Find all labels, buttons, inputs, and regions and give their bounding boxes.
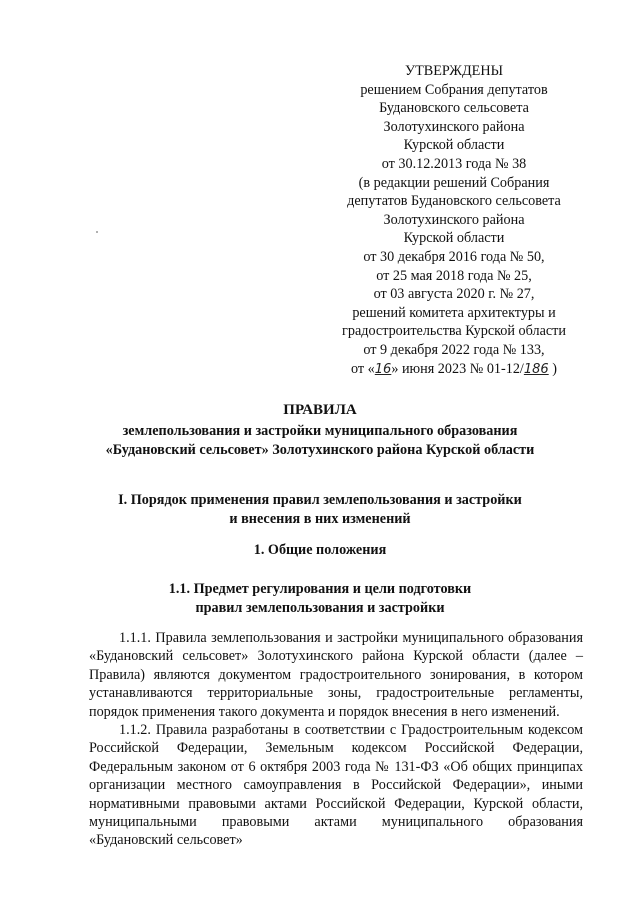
body-text [89,629,583,850]
paragraph-1-1-2: 1.1.2. Правила разработаны в соответствии с Градостроительным кодексом Российской Федерации, Земельным кодексом Российской Федерации, Федеральным законом от 6 октября 2003 года № 131-ФЗ «Об общих принципах организации местного самоуправления в Российской Федерации», иными нормативными правовыми актами Российской Федерации, Курской области, муниципальными правовыми актами муниципального образования «Будановский сельсовет» [89,722,583,849]
approval-line: решений комитета архитектуры и [352,304,556,321]
approval-last-prefix: от « [351,360,375,377]
approval-line: депутатов Будановского сельсовета [347,193,561,210]
approval-line: (в редакции решений Собрания [358,174,550,191]
approval-heading: УТВЕРЖДЕНЫ [405,63,503,79]
subsection-heading-line: 1.1. Предмет регулирования и цели подготовки [168,581,472,597]
subsection-heading-line: правил землепользования и застройки [195,600,445,616]
document-subtitle [0,422,640,460]
approval-line: Курской области [403,230,505,247]
chapter-heading: 1. Общие положения [253,542,387,558]
approval-line: Золотухинского района [383,211,525,228]
paragraph-1-1-1: 1.1.1. Правила землепользования и застройки муниципального образования «Будановский сельсовет» Золотухинского района Курской области (далее – Правила) являются документом градостроительного зонирования, в котором устанавливаются территориальные зоны, градостроительные регламенты, порядок применения такого документа и порядок внесения в него изменений. [89,630,583,720]
approval-line: решением Собрания депутатов [360,81,548,98]
section-heading-line: I. Порядок применения правил землепользования и застройки [118,492,522,508]
subtitle-line: «Будановский сельсовет» Золотухинского района Курской области [105,442,535,458]
approval-line: от 03 августа 2020 г. № 27, [373,286,535,303]
approval-line: Золотухинского района [383,118,525,135]
approval-line: от 9 декабря 2022 года № 133, [363,341,545,358]
approval-line: от 30 декабря 2016 года № 50, [363,248,545,265]
approval-line: от 30.12.2013 года № 38 [381,155,527,172]
approval-stamp-block [315,62,593,379]
section-heading-line: и внесения в них изменений [229,511,411,527]
subtitle-line: землепользования и застройки муниципального образования [122,423,518,439]
handwritten-number: 186 [523,361,549,377]
approval-line: Курской области [403,137,505,154]
approval-line: градостроительства Курской области [342,323,566,340]
subsection-heading [0,580,640,618]
approval-last-suffix: ) [548,360,557,377]
approval-line: Будановского сельсовета [379,100,529,117]
approval-line: от 25 мая 2018 года № 25, [376,267,532,284]
section-heading [0,491,640,529]
approval-last-line [315,360,593,380]
document-title: ПРАВИЛА [283,402,357,418]
scan-speck [96,231,98,233]
approval-last-mid: » июня 2023 № 01-12/ [391,360,524,377]
handwritten-day: 16 [374,361,392,377]
